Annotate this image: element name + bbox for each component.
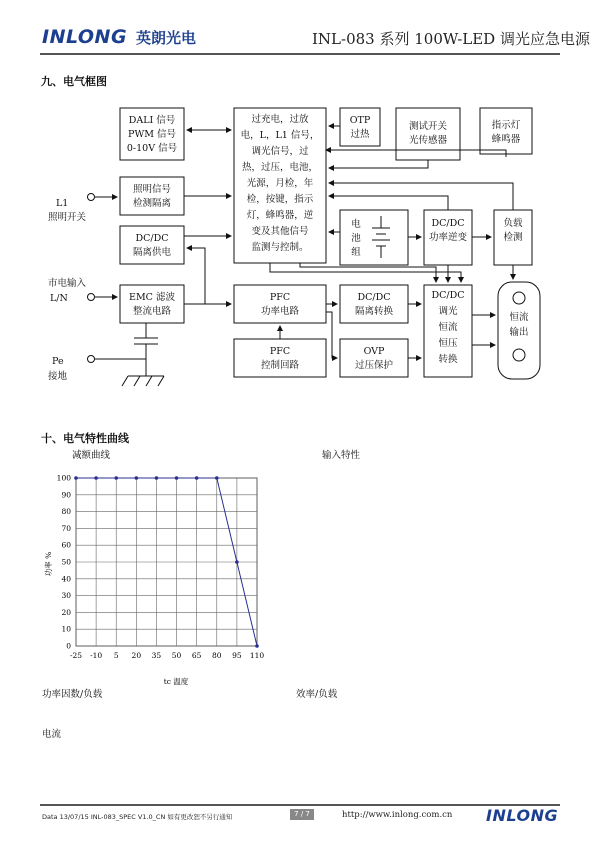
battery-label-3: 组 [351,247,361,258]
chart-point [235,560,239,564]
otp-label-2: 过热 [350,129,370,140]
output-label-2: 输出 [509,327,529,338]
chart-ylabel: 功率 % [44,551,53,577]
l1-label-a: L1 [56,198,69,209]
mcu-line: 热，过压，电池， [241,162,319,173]
mcu-line: 电，L，L1 信号， [240,130,320,141]
chart-ytick-label: 20 [61,607,71,617]
footer-logo: INLONG [486,806,559,825]
dcdc-supply-label-2: 隔离供电 [132,247,172,258]
mcu-line: 变及其他信号 [251,226,309,237]
chart-ytick-label: 70 [61,523,71,533]
header-logo: INLONG [42,26,128,48]
load-detect-label-1: 负载 [503,218,523,229]
pfc-label-2: 功率电路 [260,306,300,317]
ovp-label-2: 过压保护 [354,360,394,371]
pwm-signal-label: PWM 信号 [128,129,176,140]
chart-ytick-label: 10 [61,624,71,634]
box-pfc [234,285,326,323]
derating-title: 减额曲线 [72,450,111,461]
dali-signal-label: DALI 信号 [128,115,176,126]
dimconv-line: 调光 [438,306,458,317]
battery-label-1: 电 [351,219,361,230]
emc-label-1: EMC 滤波 [129,292,175,303]
chart-point [175,476,179,480]
chart-point [74,476,78,480]
mcu-line: 过充电，过放 [251,114,309,125]
chart-point [155,476,159,480]
chart-xtick-label: 80 [212,651,222,660]
mcu-line: 光源，月检，年 [246,178,314,189]
box-battery [340,210,408,265]
eff-title: 效率/负载 [296,689,338,700]
chart-point [255,644,259,648]
section9-title: 九、电气框图 [41,75,107,88]
block-diagram [0,0,600,420]
box-otp [340,108,380,146]
chart-ytick-label: 90 [61,490,71,500]
current-title: 电流 [42,729,62,740]
box-indicator [480,108,532,154]
mains-label-b: L/N [50,293,68,304]
dimconv-line: DC/DC [431,290,465,301]
dimconv-line: 恒流 [438,322,458,333]
box-pfc-control [234,339,326,377]
pf-title: 功率因数/负载 [42,689,103,700]
emc-label-2: 整流电路 [132,306,172,317]
dimconv-line: 恒压 [438,338,458,349]
chart-ytick-label: 80 [61,507,71,517]
chart-ytick-label: 60 [61,540,71,550]
chart-xtick-label: 110 [249,651,265,660]
mcu-line: 灯，蜂鸣器，逆 [246,210,314,221]
dimconv-line: 转换 [438,354,458,365]
box-illum [120,177,184,215]
chart-xtick-label: 20 [131,651,142,660]
box-dcdc-iso [340,285,408,323]
test-label-1: 测试开关 [408,121,448,132]
inverter-label-1: DC/DC [431,218,465,229]
output-label-1: 恒流 [509,312,529,323]
indicator-label-2: 蜂鸣器 [491,134,521,145]
indicator-label-1: 指示灯 [491,120,521,131]
chart-xtick-label: 95 [232,651,242,660]
dcdc-iso-label-1: DC/DC [357,292,391,303]
header-company-name: 英朗光电 [136,29,197,47]
ovp-label-1: OVP [363,346,385,357]
header-doc-title: INL-083 系列 100W-LED 调光应急电源 [312,30,590,48]
pe-label-a: Pe [52,356,64,367]
chart-ytick-label: 30 [61,591,71,601]
pe-label-b: 接地 [48,371,68,382]
chart-point [195,476,199,480]
mcu-line: 监测与控制。 [251,242,309,253]
chart-ytick-label: 0 [66,641,71,651]
otp-label-1: OTP [349,115,371,126]
chart-point [114,476,118,480]
chart-ytick-label: 40 [61,574,71,584]
test-label-2: 光传感器 [408,135,448,146]
chart-xlabel: tc 温度 [163,677,189,686]
box-test [396,108,460,160]
mains-label-a: 市电输入 [48,278,87,289]
chart-ytick-label: 50 [61,557,71,567]
chart-xtick-label: 35 [151,651,162,660]
footer-url[interactable]: http://www.inlong.com.cn [342,810,453,820]
chart-xtick-label: 5 [113,651,119,660]
pfc-label-1: PFC [269,292,291,303]
chart-xtick-label: 65 [191,651,202,660]
l1-label-b: 照明开关 [48,212,87,223]
pfc-control-label-1: PFC [269,346,291,357]
chart-point [135,476,139,480]
input-title: 输入特性 [322,450,361,461]
dcdc-iso-label-2: 隔离转换 [354,306,394,317]
footer-rule [40,804,560,806]
box-ovp [340,339,408,377]
load-detect-label-2: 检测 [503,232,523,243]
chart-point [215,476,219,480]
chart-xtick-label: 50 [171,651,182,660]
mcu-line: 调光信号，过 [251,146,309,157]
pfc-control-label-2: 控制回路 [260,360,300,371]
box-emc [120,285,184,323]
section10-title: 十、电气特性曲线 [41,432,129,445]
chart-xtick-label: -25 [69,651,83,660]
dcdc-supply-label-1: DC/DC [135,233,169,244]
footer-left-text: Data 13/07/15 INL-083_SPEC V1.0_CN 如有更改恕不另行通知 [42,813,233,821]
illum-label-1: 照明信号 [132,184,172,195]
chart-xtick-label: -10 [90,651,103,660]
illum-label-2: 检测隔离 [132,198,172,209]
battery-label-2: 池 [351,233,361,244]
chart-ytick-label: 100 [56,473,71,483]
box-dcdc-supply [120,226,184,264]
mcu-line: 检，按键，指示 [246,194,314,205]
chart-point [94,476,98,480]
inverter-label-2: 功率逆变 [428,232,468,243]
v010-signal-label: 0-10V 信号 [126,143,178,154]
page-number: 7 / 7 [290,809,314,820]
derating-chart [40,462,280,688]
